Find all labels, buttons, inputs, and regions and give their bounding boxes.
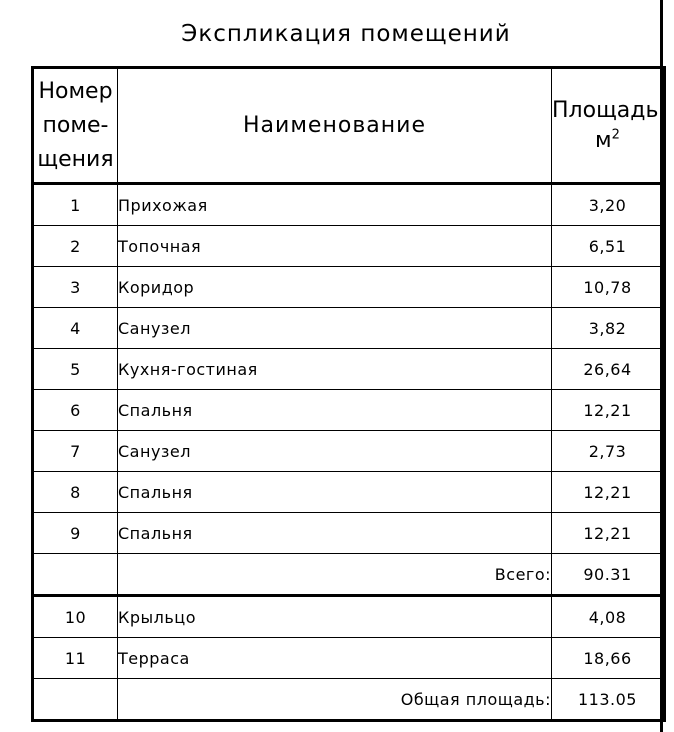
room-number: 1: [33, 184, 118, 226]
room-name: Спальня: [118, 472, 552, 513]
room-area: 2,73: [552, 431, 665, 472]
room-number: 9: [33, 513, 118, 554]
room-number: 6: [33, 390, 118, 431]
room-area: 12,21: [552, 472, 665, 513]
room-name: Кухня-гостиная: [118, 349, 552, 390]
room-area: 12,21: [552, 513, 665, 554]
header-name-label: Наименование: [243, 112, 426, 138]
room-area: 6,51: [552, 226, 665, 267]
room-name: Терраса: [118, 638, 552, 679]
room-number: 8: [33, 472, 118, 513]
header-number-line3: щения: [37, 146, 114, 172]
header-row: [33, 68, 665, 184]
table-row: [33, 267, 665, 308]
header-number-line1: Номер: [38, 78, 113, 104]
table-row: [33, 431, 665, 472]
room-area: 26,64: [552, 349, 665, 390]
subtotal-label: Всего:: [118, 554, 552, 596]
header-area-unit: м: [595, 127, 612, 153]
room-number: 2: [33, 226, 118, 267]
header-area-unit-sup: 2: [611, 127, 620, 143]
room-name: Спальня: [118, 390, 552, 431]
room-name: Коридор: [118, 267, 552, 308]
table-row: [33, 513, 665, 554]
subtotal-row: [33, 554, 665, 596]
table-title: Экспликация помещений: [181, 21, 511, 47]
table-row: [33, 638, 665, 679]
room-number: 10: [33, 596, 118, 638]
room-name: Прихожая: [118, 184, 552, 226]
room-number: 5: [33, 349, 118, 390]
room-number: 11: [33, 638, 118, 679]
room-name: Спальня: [118, 513, 552, 554]
room-area: 4,08: [552, 596, 665, 638]
table-row: [33, 472, 665, 513]
room-area: 3,20: [552, 184, 665, 226]
header-area-label: Площадь,: [552, 97, 666, 123]
table-row: [33, 596, 665, 638]
room-name: Санузел: [118, 308, 552, 349]
table-row: [33, 308, 665, 349]
total-empty-cell: [33, 679, 118, 721]
room-area: 18,66: [552, 638, 665, 679]
room-name: Санузел: [118, 431, 552, 472]
header-room-name: [118, 68, 552, 184]
room-name: Топочная: [118, 226, 552, 267]
room-explication-table: [31, 66, 666, 722]
header-number-line2: поме-: [42, 112, 109, 138]
room-number: 3: [33, 267, 118, 308]
total-row: [33, 679, 665, 721]
subtotal-area: 90.31: [552, 554, 665, 596]
table-row: [33, 349, 665, 390]
table-row: [33, 184, 665, 226]
room-area: 12,21: [552, 390, 665, 431]
subtotal-empty-cell: [33, 554, 118, 596]
room-number: 7: [33, 431, 118, 472]
room-area: 3,82: [552, 308, 665, 349]
total-label: Общая площадь:: [118, 679, 552, 721]
room-name: Крыльцо: [118, 596, 552, 638]
table-row: [33, 390, 665, 431]
room-area: 10,78: [552, 267, 665, 308]
header-area: [552, 68, 665, 184]
room-number: 4: [33, 308, 118, 349]
total-area: 113.05: [552, 679, 665, 721]
table-row: [33, 226, 665, 267]
header-room-number: [33, 68, 118, 184]
